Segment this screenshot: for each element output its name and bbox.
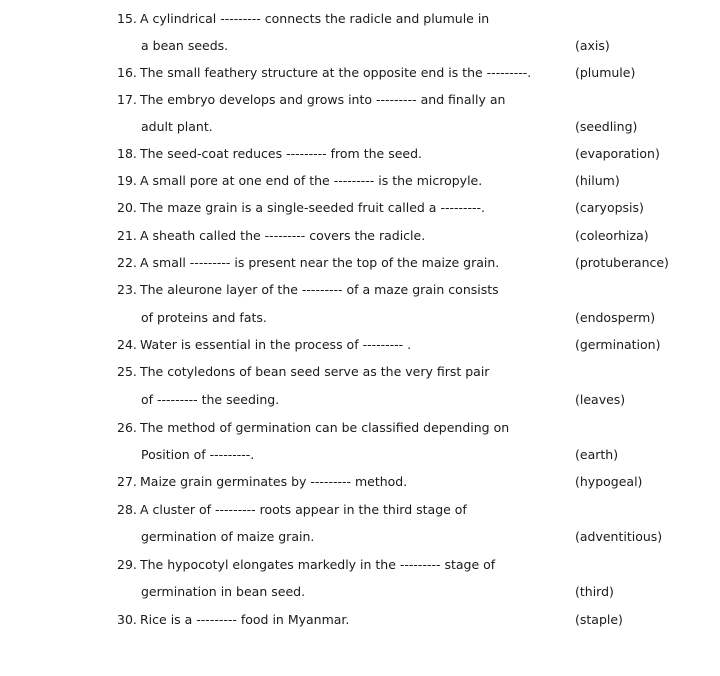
answer-text: (seedling) — [575, 119, 638, 134]
answer-text: (germination) — [575, 337, 661, 352]
question-continuation-line — [0, 582, 720, 602]
question-continuation-line — [0, 308, 720, 328]
answer-text: (plumule) — [575, 65, 636, 80]
answer-text: (hypogeal) — [575, 474, 643, 489]
question-line — [0, 362, 720, 382]
answer-text: (coleorhiza) — [575, 228, 649, 243]
question-line — [0, 418, 720, 438]
question-number: 15. — [117, 11, 137, 26]
question-line — [0, 280, 720, 300]
answer-text: (third) — [575, 584, 614, 599]
question-line — [0, 472, 720, 492]
question-number: 19. — [117, 173, 137, 188]
question-line — [0, 90, 720, 110]
question-line — [0, 253, 720, 273]
question-number: 17. — [117, 92, 137, 107]
question-text: germination of maize grain. — [141, 529, 315, 544]
question-text: of --------- the seeding. — [141, 392, 280, 407]
question-line — [0, 171, 720, 191]
question-line — [0, 610, 720, 630]
question-line — [0, 144, 720, 164]
question-text: The maze grain is a single-seeded fruit called a ---------. — [140, 200, 486, 215]
question-line — [0, 500, 720, 520]
answer-text: (adventitious) — [575, 529, 663, 544]
answer-text: (caryopsis) — [575, 200, 644, 215]
question-number: 20. — [117, 200, 137, 215]
question-line — [0, 198, 720, 218]
question-number: 23. — [117, 282, 137, 297]
question-number: 30. — [117, 612, 137, 627]
question-text: Rice is a --------- food in Myanmar. — [140, 612, 350, 627]
question-continuation-line — [0, 36, 720, 56]
question-text: A small --------- is present near the top of the maize grain. — [140, 255, 500, 270]
question-text: The aleurone layer of the --------- of a maze grain consists — [140, 282, 499, 297]
answer-text: (protuberance) — [575, 255, 669, 270]
question-text: The small feathery structure at the opposite end is the ---------. — [140, 65, 532, 80]
question-continuation-line — [0, 527, 720, 547]
question-line — [0, 226, 720, 246]
question-text: A small pore at one end of the --------- is the micropyle. — [140, 173, 483, 188]
question-line — [0, 335, 720, 355]
question-number: 26. — [117, 420, 137, 435]
answer-text: (axis) — [575, 38, 610, 53]
question-number: 16. — [117, 65, 137, 80]
answer-text: (earth) — [575, 447, 619, 462]
question-continuation-line — [0, 390, 720, 410]
question-number: 28. — [117, 502, 137, 517]
answer-text: (evaporation) — [575, 146, 660, 161]
question-number: 29. — [117, 557, 137, 572]
question-number: 22. — [117, 255, 137, 270]
question-text: of proteins and fats. — [141, 310, 267, 325]
question-number: 27. — [117, 474, 137, 489]
question-number: 24. — [117, 337, 137, 352]
question-text: The embryo develops and grows into --------- and finally an — [140, 92, 506, 107]
answer-text: (endosperm) — [575, 310, 656, 325]
question-number: 25. — [117, 364, 137, 379]
question-text: A cylindrical --------- connects the radicle and plumule in — [140, 11, 490, 26]
question-number: 18. — [117, 146, 137, 161]
question-text: Water is essential in the process of --------- . — [140, 337, 412, 352]
question-line — [0, 555, 720, 575]
question-text: a bean seeds. — [141, 38, 229, 53]
question-continuation-line — [0, 445, 720, 465]
question-line — [0, 9, 720, 29]
answer-text: (hilum) — [575, 173, 620, 188]
question-number: 21. — [117, 228, 137, 243]
question-text: adult plant. — [141, 119, 213, 134]
question-text: The seed-coat reduces --------- from the seed. — [140, 146, 422, 161]
question-text: A sheath called the --------- covers the radicle. — [140, 228, 426, 243]
question-text: germination in bean seed. — [141, 584, 306, 599]
question-text: Maize grain germinates by --------- method. — [140, 474, 408, 489]
question-line — [0, 63, 720, 83]
question-text: The hypocotyl elongates markedly in the --------- stage of — [140, 557, 496, 572]
answer-text: (leaves) — [575, 392, 626, 407]
question-text: The cotyledons of bean seed serve as the very first pair — [140, 364, 490, 379]
question-continuation-line — [0, 117, 720, 137]
question-text: The method of germination can be classified depending on — [140, 420, 510, 435]
question-text: Position of ---------. — [141, 447, 255, 462]
question-text: A cluster of --------- roots appear in the third stage of — [140, 502, 467, 517]
answer-text: (staple) — [575, 612, 623, 627]
